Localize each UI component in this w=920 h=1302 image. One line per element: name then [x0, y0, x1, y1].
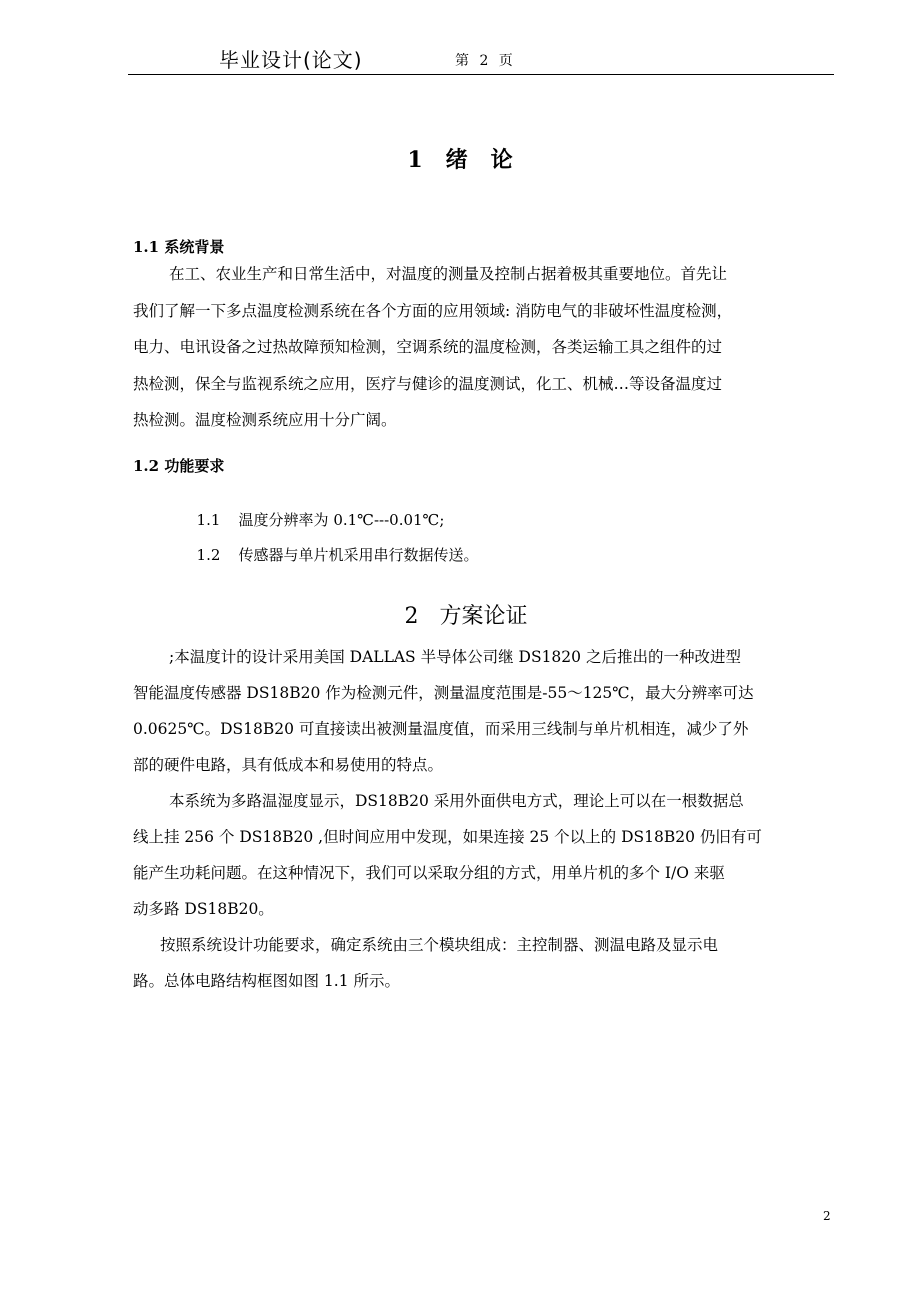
header-title: 毕业设计(论文)	[219, 48, 363, 72]
paragraph-line: 能产生功耗问题。在这种情况下，我们可以采取分组的方式，用单片机的多个 I/O 来驱	[133, 864, 725, 882]
header-rule	[128, 74, 834, 75]
paragraph-line: 本系统为多路温湿度显示，DS18B20 采用外面供电方式，理论上可以在一根数据总	[169, 792, 744, 810]
paragraph-line: 我们了解一下多点温度检测系统在各个方面的应用领域: 消防电气的非破坏性温度检测，	[133, 302, 733, 320]
requirement-item	[187, 491, 444, 530]
chapter-2-heading: 2 方案论证	[404, 604, 528, 629]
paragraph-line: 智能温度传感器 DS18B20 作为检测元件，测量温度范围是-55～125℃，最大分辨率可达	[133, 684, 754, 702]
requirement-item-text: 温度分辨率为 0.1℃---0.01℃;	[238, 511, 445, 529]
paragraph-line: 热检测，保全与监视系统之应用，医疗与健诊的温度测试，化工、机械…等设备温度过	[133, 375, 723, 393]
page-number: 2	[823, 1209, 831, 1223]
paragraph-line: ;本温度计的设计采用美国 DALLAS 半导体公司继 DS1820 之后推出的一种改进型	[169, 648, 741, 666]
paragraph-line: 部的硬件电路，具有低成本和易使用的特点。	[133, 756, 444, 774]
requirement-item-number: 1.2	[196, 546, 221, 564]
section-1-2-heading: 1.2 功能要求	[133, 457, 225, 475]
requirement-item-text: 传感器与单片机采用串行数据传送。	[238, 546, 479, 564]
paragraph-line: 动多路 DS18B20。	[133, 900, 274, 918]
paragraph-line: 在工、农业生产和日常生活中，对温度的测量及控制占据着极其重要地位。首先让	[169, 265, 728, 283]
section-1-1-heading: 1.1 系统背景	[133, 238, 225, 256]
paragraph-line: 按照系统设计功能要求，确定系统由三个模块组成：主控制器、测温电路及显示电	[160, 936, 719, 954]
chapter-1-heading: 1 绪 论	[407, 147, 513, 173]
requirement-item-number: 1.1	[196, 511, 221, 529]
paragraph-line: 路。总体电路结构框图如图 1.1 所示。	[133, 972, 401, 990]
paragraph-line: 电力、电讯设备之过热故障预知检测，空调系统的温度检测，各类运输工具之组件的过	[133, 338, 723, 356]
requirement-item	[187, 526, 479, 565]
paragraph-line: 线上挂 256 个 DS18B20 ,但时间应用中发现，如果连接 25 个以上的 DS18B20 仍旧有可	[133, 828, 762, 846]
paragraph-line: 0.0625℃。DS18B20 可直接读出被测量温度值，而采用三线制与单片机相连，减少了外	[133, 720, 749, 738]
paragraph-line: 热检测。温度检测系统应用十分广阔。	[133, 411, 397, 429]
header-page-label: 第 2 页	[455, 53, 513, 69]
